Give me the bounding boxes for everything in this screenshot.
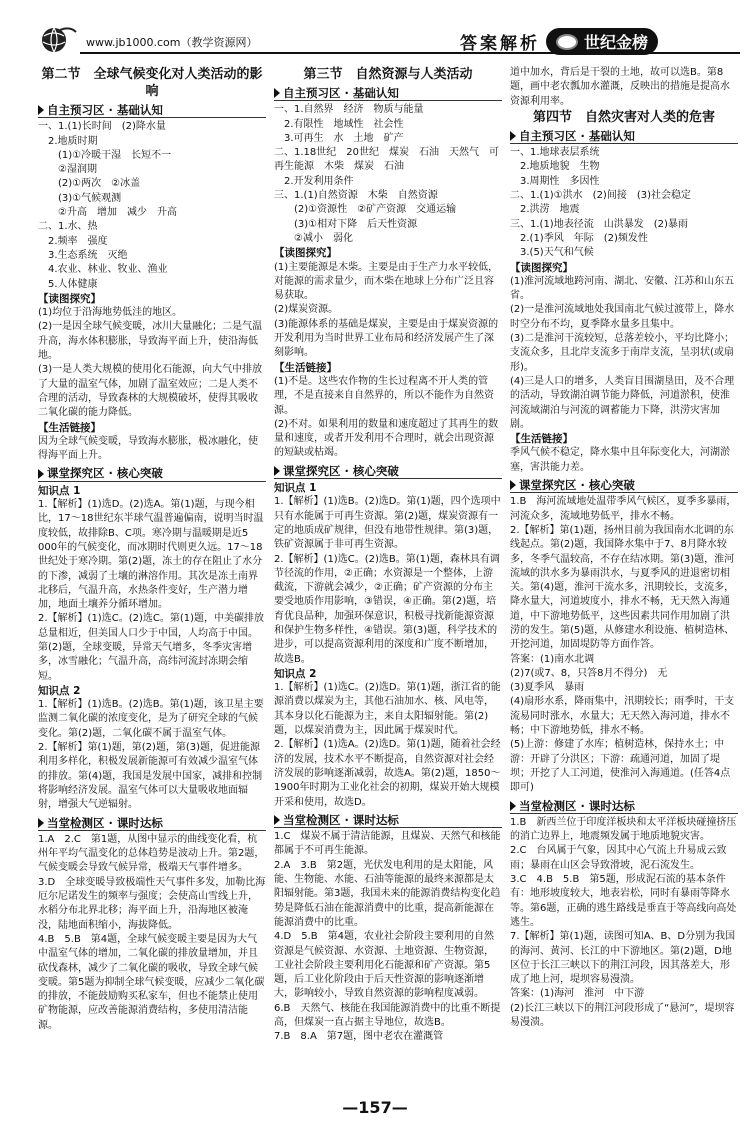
paragraph: (3)一是人类大规模的使用化石能源，向大气中排放了大量的温室气体，加剧了温室效应；二是人类不合理的活动，导致森林的大规模破坏，使得其吸收二氧化碳的能力降低。 bbox=[38, 364, 263, 419]
column-3 bbox=[510, 66, 738, 1096]
paragraph: 1.【解析】(1)选C。(2)选D。第(1)题，浙江省的能源消费以煤炭为主，其他石油加水、核、风电等，其本身以化石能源为主，来自太阳辐射能。第(2)题，以煤炭消费为主，因此属于煤炭时代。 bbox=[274, 682, 501, 737]
paragraph: (4)扇形水系，降雨集中，汛期较长；雨季时，干支流易同时涨水，水量大；无天然入海河道，排水不畅；中下游地势低，排水不畅。 bbox=[510, 696, 735, 737]
header-title-group bbox=[460, 28, 658, 55]
text-line: (1)①冷暖干湿 长短不一 bbox=[38, 149, 172, 161]
text-line: 二、1.水、热 bbox=[38, 221, 98, 233]
subheading: 【读图探究】 bbox=[38, 292, 101, 305]
section-band bbox=[38, 103, 266, 118]
text-line: 二、1.18世纪 20世纪 煤炭 石油 天然气 可再生能源 木柴 煤炭 石油 bbox=[274, 147, 499, 173]
paragraph: (1)淮河流域地跨河南、湖北、安徽、江苏和山东五省。 bbox=[510, 275, 735, 302]
paragraph: 答案：(1)海河 淮河 中下游 bbox=[510, 988, 645, 1000]
subheading: 【生活链接】 bbox=[510, 433, 573, 446]
text-line: ②湿润期 bbox=[38, 164, 97, 176]
subheading: 知识点 1 bbox=[38, 484, 81, 497]
text-line: 2.有限性 地域性 社会性 bbox=[274, 118, 404, 130]
paragraph: 2.【解析】(1)选A。(2)选D。第(1)题，随着社会经济的发展，技术水平不断提高，自然资源对社会经济发展的影响逐渐减弱，故选A。第(2)题，1850～1900年时期为工业化社会的初期，煤炭开始大规模开采和使用，故选D。 bbox=[274, 739, 501, 808]
paragraph: (2)一是因全球气候变暖，冰川大量融化；二是气温升高，海水体积膨胀，导致海平面上升，使沿海低地。 bbox=[38, 321, 263, 362]
triangle-icon bbox=[38, 469, 44, 479]
paragraph: 答案：(1)南水北调 bbox=[510, 653, 595, 665]
text-line: 三、1.(1)地表径流 山洪暴发 (2)暴雨 bbox=[510, 218, 688, 230]
paragraph: 2.【解析】第(1)题，扬州目前为我国南水北调的东线起点。第(2)题，我国降水集中于7、8月降水较多，冬季气温较高，不存在结冰期。第(3)题，淮河流域的洪水多为暴雨洪水，与夏季风的进退密切相关。第(4)题，淮河干流水多，汛期较长，支流多，降水量大，河道坡度小，排水不畅，无天然入海通道，中下游地势低平，这些因素共同作用加剧了洪涝的发生。第(5)题，从修建水利设施、植树造林、开挖河道，加固堤防等方面作答。 bbox=[510, 524, 735, 651]
text-line: (3)①气候观测 bbox=[38, 192, 122, 204]
text-line: 2.(1)季风 年际 (2)频发性 bbox=[510, 232, 648, 244]
paragraph: 1.B 新西兰位于印度洋板块和太平洋板块碰撞挤压的消亡边界上，地震频发属于地质地貌灾害。 bbox=[510, 816, 737, 843]
band-label: 自主预习区 · 基础认知 bbox=[47, 103, 163, 117]
header-title: 答案解析 bbox=[460, 34, 540, 54]
subheading: 【读图探究】 bbox=[510, 261, 573, 274]
band-label: 课堂探究区 · 核心突破 bbox=[519, 478, 635, 493]
triangle-icon bbox=[274, 466, 280, 476]
page-body bbox=[38, 66, 738, 1096]
section-title: 第三节 自然资源与人类活动 bbox=[303, 67, 473, 82]
subheading: 【生活链接】 bbox=[38, 421, 101, 434]
band-label: 当堂检测区 · 课时达标 bbox=[47, 815, 163, 830]
paragraph: (3)夏季风 暴雨 bbox=[510, 682, 585, 694]
page-header bbox=[0, 0, 750, 62]
band-label: 自主预习区 · 基础认知 bbox=[283, 86, 399, 100]
subheading: 【生活链接】 bbox=[274, 361, 337, 374]
subheading: 知识点 2 bbox=[38, 684, 81, 697]
text-line: 2.洪涝 地震 bbox=[510, 204, 580, 216]
paragraph: 4.D 5.B 第4题，农业社会阶段主要利用的自然资源是气候资源、水资源、土地资源、生物资源，工业社会阶段主要利用化石能源和矿产资源。第5题，后工业化阶段由于后天性资源的影响逐渐增大，影响较小，导致自然资源的影响程度减弱。 bbox=[274, 931, 495, 1000]
paragraph: 1.A 2.C 第1题，从图中显示的曲线变化看，杭州年平均气温变化的总体趋势是波动上升。第2题，气候变暖会导致气候异常，极端天气事件增多。 bbox=[38, 833, 265, 874]
paragraph: (2)7(或7、8，只答8月不得分) 无 bbox=[510, 667, 668, 679]
triangle-icon bbox=[510, 480, 516, 490]
subheading: 知识点 1 bbox=[274, 482, 317, 495]
text-line: (3)①相对下降 后天性资源 bbox=[274, 218, 418, 230]
paragraph: (1)不是。这些农作物的生长过程离不开人类的管理，不是直接来自自然界的，所以不能作为自然资源。 bbox=[274, 375, 494, 416]
column-1 bbox=[38, 66, 266, 1096]
paragraph: 2.【解析】(1)选C。(2)选C。第(1)题，中美碳排放总量相近，但美国人口少于中国，人均高于中国。第(2)题，全球变暖，异常天气增多，冬季灾害增多，冰雪融化；气温升高，高纬河流封冻期会缩短。 bbox=[38, 613, 265, 682]
paragraph: 7.B 8.A 第7题，图中老农在灌溉管 bbox=[274, 1031, 444, 1043]
paragraph: 因为全球气候变暖，导致海水膨胀，极冰融化，使得海平面上升。 bbox=[38, 435, 258, 462]
paragraph: (2)不对。如果利用的数量和速度超过了其再生的数量和速度，或者开发利用不合理时，就会出现资源的短缺或枯竭。 bbox=[274, 418, 499, 459]
text-line: 3.周期性 多因性 bbox=[510, 175, 600, 187]
paragraph: 2.C 台风属于气象，因其中心气流上升易成云致雨；暴雨在山区会导致滑坡，泥石流发生。 bbox=[510, 845, 727, 871]
column-2 bbox=[274, 66, 502, 1096]
paragraph: 季风气候不稳定，降水集中且年际变化大，河湖淤塞，害洪能力差。 bbox=[510, 447, 730, 473]
paragraph: 1.C 煤炭不属于清洁能源，且煤炭、天然气和核能都属于不可再生能源。 bbox=[274, 831, 501, 857]
paragraph: 道中加水，背后是干裂的土地，故可以选B。第8题，画中老农瓢加水灌溉，反映出的措施是提高水资源利用率。 bbox=[510, 67, 730, 107]
text-line: ②升高 增加 减少 升高 bbox=[38, 207, 177, 219]
paragraph: 3.C 4.B 5.B 第5题，形成泥石流的基本条件有：地形坡度较大，地表岩松，同时有暴雨等降水等。第6题，正确的逃生路线是垂直于等高线向高处逃生。 bbox=[510, 874, 737, 928]
paragraph: (2)煤炭资源。 bbox=[274, 304, 339, 316]
text-line: 一、1.地球表层系统 bbox=[510, 147, 600, 159]
brand-name: 世纪金榜 bbox=[584, 33, 649, 52]
subheading: 【读图探究】 bbox=[274, 247, 337, 260]
text-line: 3.(5)天气和气候 bbox=[510, 247, 594, 259]
band-label: 自主预习区 · 基础认知 bbox=[519, 128, 635, 143]
text-line: 一、1.自然界 经济 物质与能量 bbox=[274, 104, 424, 116]
section-title: 第二节 全球气候变化对人类活动的影响 bbox=[41, 67, 263, 99]
paragraph: 1.【解析】(1)选D。(2)选A。第(1)题，与现今相比，17～18世纪东半球气温普遍偏南，说明当时温度较低，故排除B、C项。寒冷期与温暖期是近5 000年的气候变化，而冰期时代则更久远。17～18世纪处于寒冷期。第(2)题，冻土的存在阻止了水分的下渗，减弱了土壤的淋溶作用。其次是冻土南界北移后，气温升高，水热条件变好，生产潜力增加，地面土壤养分循环增加。 bbox=[38, 499, 264, 611]
paragraph: 4.B 5.B 第4题，全球气候变暖主要是因为大气中温室气体的增加，二氧化碳的排放量增加，并且砍伐森林，减少了二氧化碳的吸收，导致全球气候变暖。第5题为抑制全球气候变暖，应减少二氧化碳的排放，不能鼓励购买私家车，但也不能禁止使用矿物能源，应改善能源消费结构，多使用清洁能源。 bbox=[38, 933, 265, 1031]
text-line: 3.可再生 水 土地 矿产 bbox=[274, 132, 404, 144]
section-band bbox=[510, 799, 738, 814]
text-line: 4.农业、林业、牧业、渔业 bbox=[38, 264, 168, 276]
triangle-icon bbox=[510, 131, 516, 141]
triangle-icon bbox=[274, 88, 280, 98]
brand-badge bbox=[546, 28, 658, 55]
band-label: 课堂探究区 · 核心突破 bbox=[283, 463, 399, 478]
text-line: 2.频率 强度 bbox=[38, 235, 108, 247]
text-line: 5.人体健康 bbox=[38, 278, 98, 290]
paragraph: (1)主要能源是木柴。主要是由于生产力水平较低，对能源的需求量少，而木柴在地球上分布广泛且容易获取。 bbox=[274, 261, 499, 302]
text-line: 2.地质时期 bbox=[38, 135, 98, 147]
text-line: (2)①资源性 ②矿产资源 交通运输 bbox=[274, 204, 457, 216]
paragraph: 2.【解析】(1)选C。(2)选B。第(1)题，森林具有调节径流的作用，②正确；水资源是一个整体，上游截流，下游就会减少，②正确；矿产资源的分布主要受地质作用影响，③错误，④正确。第(2)题，培育优良品种，加强环保意识，积极寻找新能源资源和保护生物多样性，④错误。第(3)题，科学技术的进步，可以提高资源利用的深度和广度不断增加，故选B。 bbox=[274, 553, 500, 665]
globe-logo-icon bbox=[38, 22, 78, 54]
triangle-icon bbox=[510, 801, 516, 811]
paragraph: 2.【解析】第(1)题，第(2)题，第(3)题，促进能源利用多样化，积极发展新能源可有效减少温室气体的排放。第(4)题，我国是发展中国家，减排和控制将影响经济发展。温室气体可以大量吸收地面辐射，增强大气逆辐射。 bbox=[38, 742, 263, 811]
paragraph: (4)三是人口的增多，人类盲目围湖垦田，及不合理的活动，导致湖泊调节能力降低，河道淤积，使淮河流域湖泊与河流的调蓄能力下降，洪涝灾害加剧。 bbox=[510, 375, 735, 430]
subheading: 知识点 2 bbox=[274, 667, 317, 680]
section-band bbox=[510, 478, 738, 493]
section-band bbox=[274, 464, 502, 479]
band-label: 当堂检测区 · 课时达标 bbox=[519, 798, 635, 813]
text-line: (2)①两次 ②冰盖 bbox=[38, 178, 141, 190]
triangle-icon bbox=[274, 815, 280, 825]
brand-disc-icon bbox=[556, 34, 578, 50]
paragraph: 6.B 天然气、核能在我国能源消费中的比重不断提高，但煤炭一直占据主导地位，故选B。 bbox=[274, 1002, 501, 1028]
paragraph: 3.D 全球变暖导致极端性天气事件多发，加勒比海厄尔尼诺发生的频率与强度；会使高山雪线上升，水稻分布北界北移；海平面上升，沿海地区被淹没，陆地面积缩小，海拔降低。 bbox=[38, 876, 266, 931]
band-label: 当堂检测区 · 课时达标 bbox=[283, 812, 399, 827]
paragraph: 2.A 3.B 第2题，光伏发电利用的是太阳能，风能、生物能、水能、石油等能源的最终来源都是太阳辐射能。第3题，我国未来的能源消费结构变化趋势是降低石油在能源消费中的比重，提高新能源在能源消费中的比重。 bbox=[274, 859, 501, 928]
text-line: 3.生态系统 灭绝 bbox=[38, 249, 128, 261]
text-line: 2.开发利用条件 bbox=[274, 175, 354, 187]
paragraph: 1.【解析】(1)选B。(2)选B。第(1)题，该卫星主要监测二氧化碳的浓度变化，是为了研究全球的气候变化。第(2)题，二氧化碳不属于温室气体。 bbox=[38, 699, 264, 739]
section-title: 第四节 自然灾害对人类的危害 bbox=[532, 109, 715, 125]
section-band bbox=[510, 129, 738, 144]
paragraph: (1)均位于沿海地势低洼的地区。 bbox=[38, 307, 183, 319]
site-url: www.jb1000.com（教学资源网） bbox=[86, 36, 258, 49]
paragraph: (2)长江三峡以下的荆江河段形成了“悬河”，堤坝容易漫溃。 bbox=[510, 1002, 735, 1028]
text-line: ②减小 弱化 bbox=[274, 232, 353, 244]
triangle-icon bbox=[38, 818, 44, 828]
section-band bbox=[38, 466, 266, 481]
band-label: 课堂探究区 · 核心突破 bbox=[47, 466, 163, 481]
section-band bbox=[274, 86, 502, 101]
paragraph: (3)二是淮河干流较短，总落差较小，平均比降小；支流众多，且北岸支流多于南岸支流，呈羽状(或扇形)。 bbox=[510, 333, 735, 373]
paragraph: (3)能源体系的基础是煤炭，主要是由于煤炭资源的开发利用为当时世界工业布局和经济发展产生了深刻影响。 bbox=[274, 318, 499, 359]
text-line: 二、1.(1)①洪水 (2)间接 (3)社会稳定 bbox=[510, 190, 692, 202]
text-line: 2.地质地貌 生物 bbox=[510, 161, 600, 173]
paragraph: 7.【解析】第(1)题，读图可知A、B、D分别为我国的海河、黄河、长江的中下游地区。第(2)题，D地区位于长江三峡以下的荆江河段，因其落差大，形成了地上河，堤坝容易漫溃。 bbox=[510, 931, 736, 986]
page-number: —157— bbox=[342, 1098, 408, 1117]
section-band bbox=[274, 813, 502, 828]
paragraph: 1.B 海河流域地处温带季风气候区，夏季多暴雨，河流众多，流域地势低平，排水不畅。 bbox=[510, 496, 737, 522]
paragraph: (5)上游：修建了水库；植树造林，保持水土；中游：开辟了分洪区；下游：疏通河道，加固了堤坝；开挖了人工河道，使淮河入海通道。(任答4点即可) bbox=[510, 739, 731, 794]
paragraph: 1.【解析】(1)选B。(2)选D。第(1)题，四个选项中只有水能属于可再生资源。第(2)题，煤炭资源有一定的地质成矿规律，但没有地带性规律。第(3)题，铁矿资源属于非可再生资源。 bbox=[274, 496, 501, 551]
paragraph: (2)一是淮河流域地处我国南北气候过渡带上，降水时空分布不均，夏季降水量多且集中。 bbox=[510, 304, 735, 330]
text-line: 一、1.(1)长时间 (2)降水量 bbox=[38, 121, 166, 133]
triangle-icon bbox=[38, 105, 44, 115]
section-band bbox=[38, 816, 266, 831]
text-line: 三、1.(1)自然资源 木柴 自然资源 bbox=[274, 190, 438, 202]
